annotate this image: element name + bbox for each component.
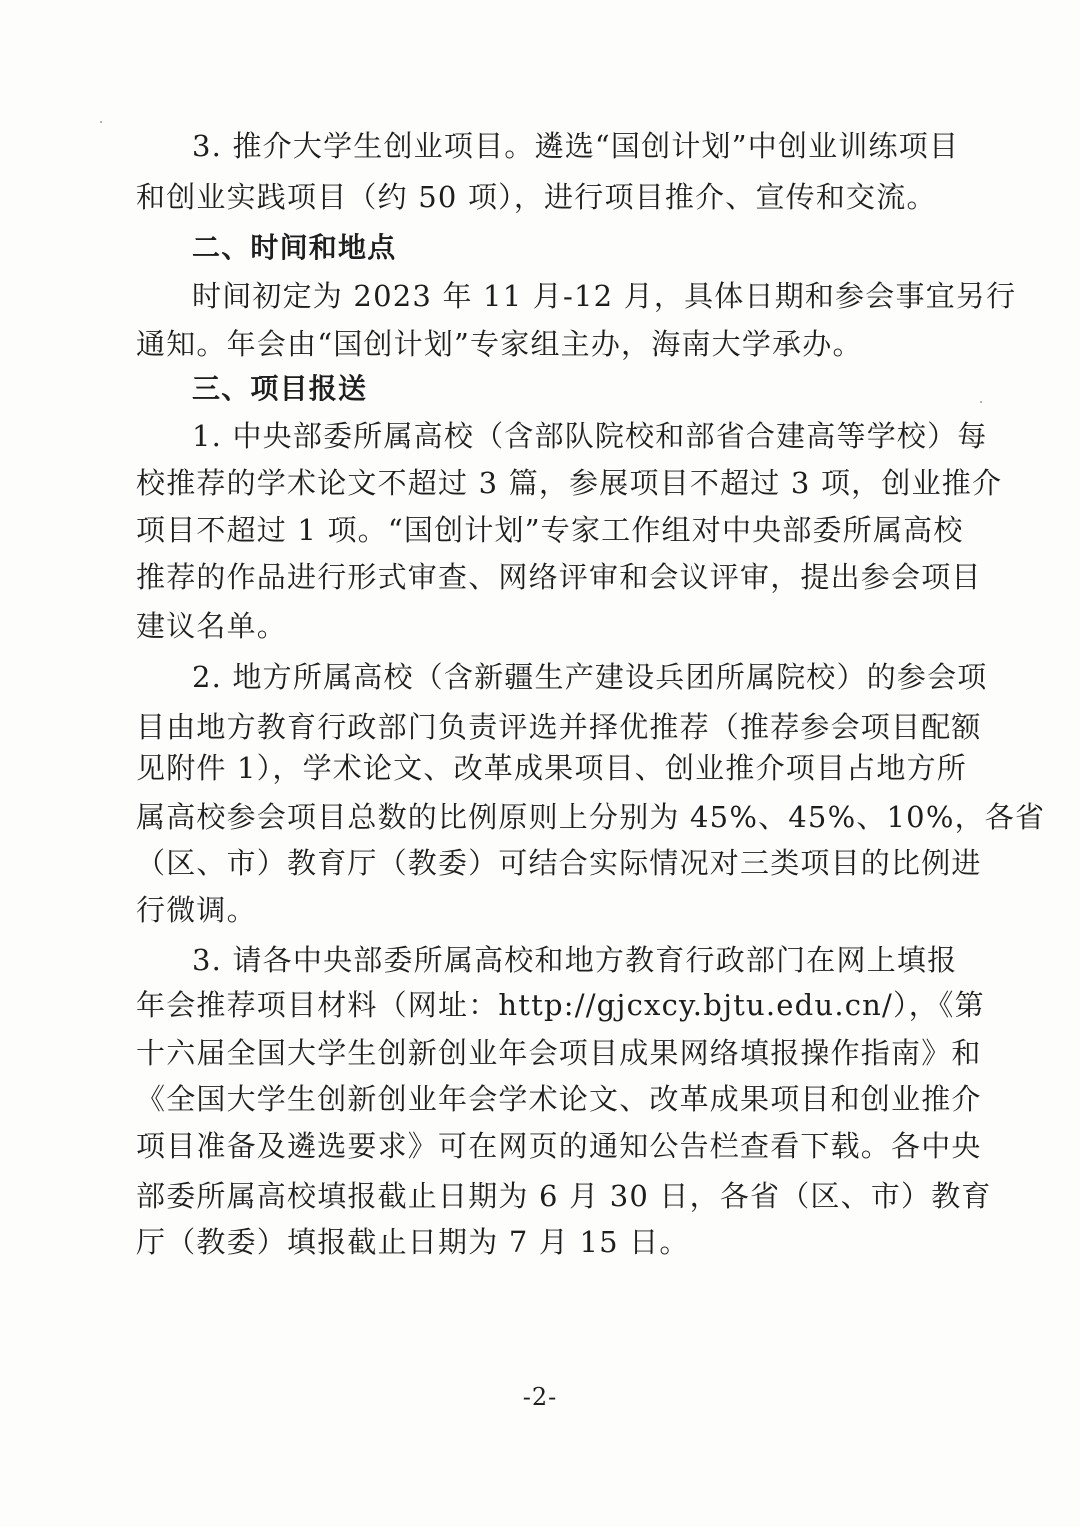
paragraph-line: 项目准备及遴选要求》可在网页的通知公告栏查看下载。各中央 [136,1129,982,1163]
paragraph-line: 十六届全国大学生创新创业年会项目成果网络填报操作指南》和 [136,1036,982,1070]
scan-speck [100,121,102,123]
paragraph-line: 通知。年会由“国创计划”专家组主办，海南大学承办。 [136,327,863,361]
paragraph-line: 校推荐的学术论文不超过 3 篇，参展项目不超过 3 项，创业推介 [136,466,1003,500]
paragraph-line: 3. 推介大学生创业项目。遴选“国创计划”中创业训练项目 [192,129,960,163]
paragraph-line: 推荐的作品进行形式审查、网络评审和会议评审，提出参会项目 [136,560,982,594]
paragraph-line: 厅（教委）填报截止日期为 7 月 15 日。 [136,1225,690,1259]
paragraph-line: 3. 请各中央部委所属高校和地方教育行政部门在网上填报 [192,943,958,977]
paragraph-line: 《全国大学生创新创业年会学术论文、改革成果项目和创业推介 [136,1082,982,1116]
paragraph-line: （区、市）教育厅（教委）可结合实际情况对三类项目的比例进 [136,846,982,880]
paragraph-line: 见附件 1），学术论文、改革成果项目、创业推介项目占地方所 [136,751,967,785]
paragraph-line: 行微调。 [136,893,257,927]
section-heading: 二、时间和地点 [192,231,397,264]
paragraph-line: 时间初定为 2023 年 11 月-12 月，具体日期和参会事宜另行 [192,279,1017,313]
page-number: -2- [522,1383,558,1411]
paragraph-line: 目由地方教育行政部门负责评选并择优推荐（推荐参会项目配额 [136,710,982,744]
paragraph-line: 年会推荐项目材料（网址：http://gjcxcy.bjtu.edu.cn/），《第 [136,988,985,1022]
paragraph-line: 2. 地方所属高校（含新疆生产建设兵团所属院校）的参会项 [192,660,988,694]
paragraph-line: 项目不超过 1 项。“国创计划”专家工作组对中央部委所属高校 [136,513,964,547]
section-heading: 三、项目报送 [192,372,368,405]
paragraph-line: 和创业实践项目（约 50 项），进行项目推介、宣传和交流。 [136,180,937,214]
paragraph-line: 属高校参会项目总数的比例原则上分别为 45%、45%、10%，各省 [136,800,1046,834]
paragraph-line: 部委所属高校填报截止日期为 6 月 30 日，各省（区、市）教育 [136,1179,992,1213]
paragraph-line: 建议名单。 [136,609,288,643]
scan-speck [980,401,982,403]
paragraph-line: 1. 中央部委所属高校（含部队院校和部省合建高等学校）每 [192,419,988,453]
